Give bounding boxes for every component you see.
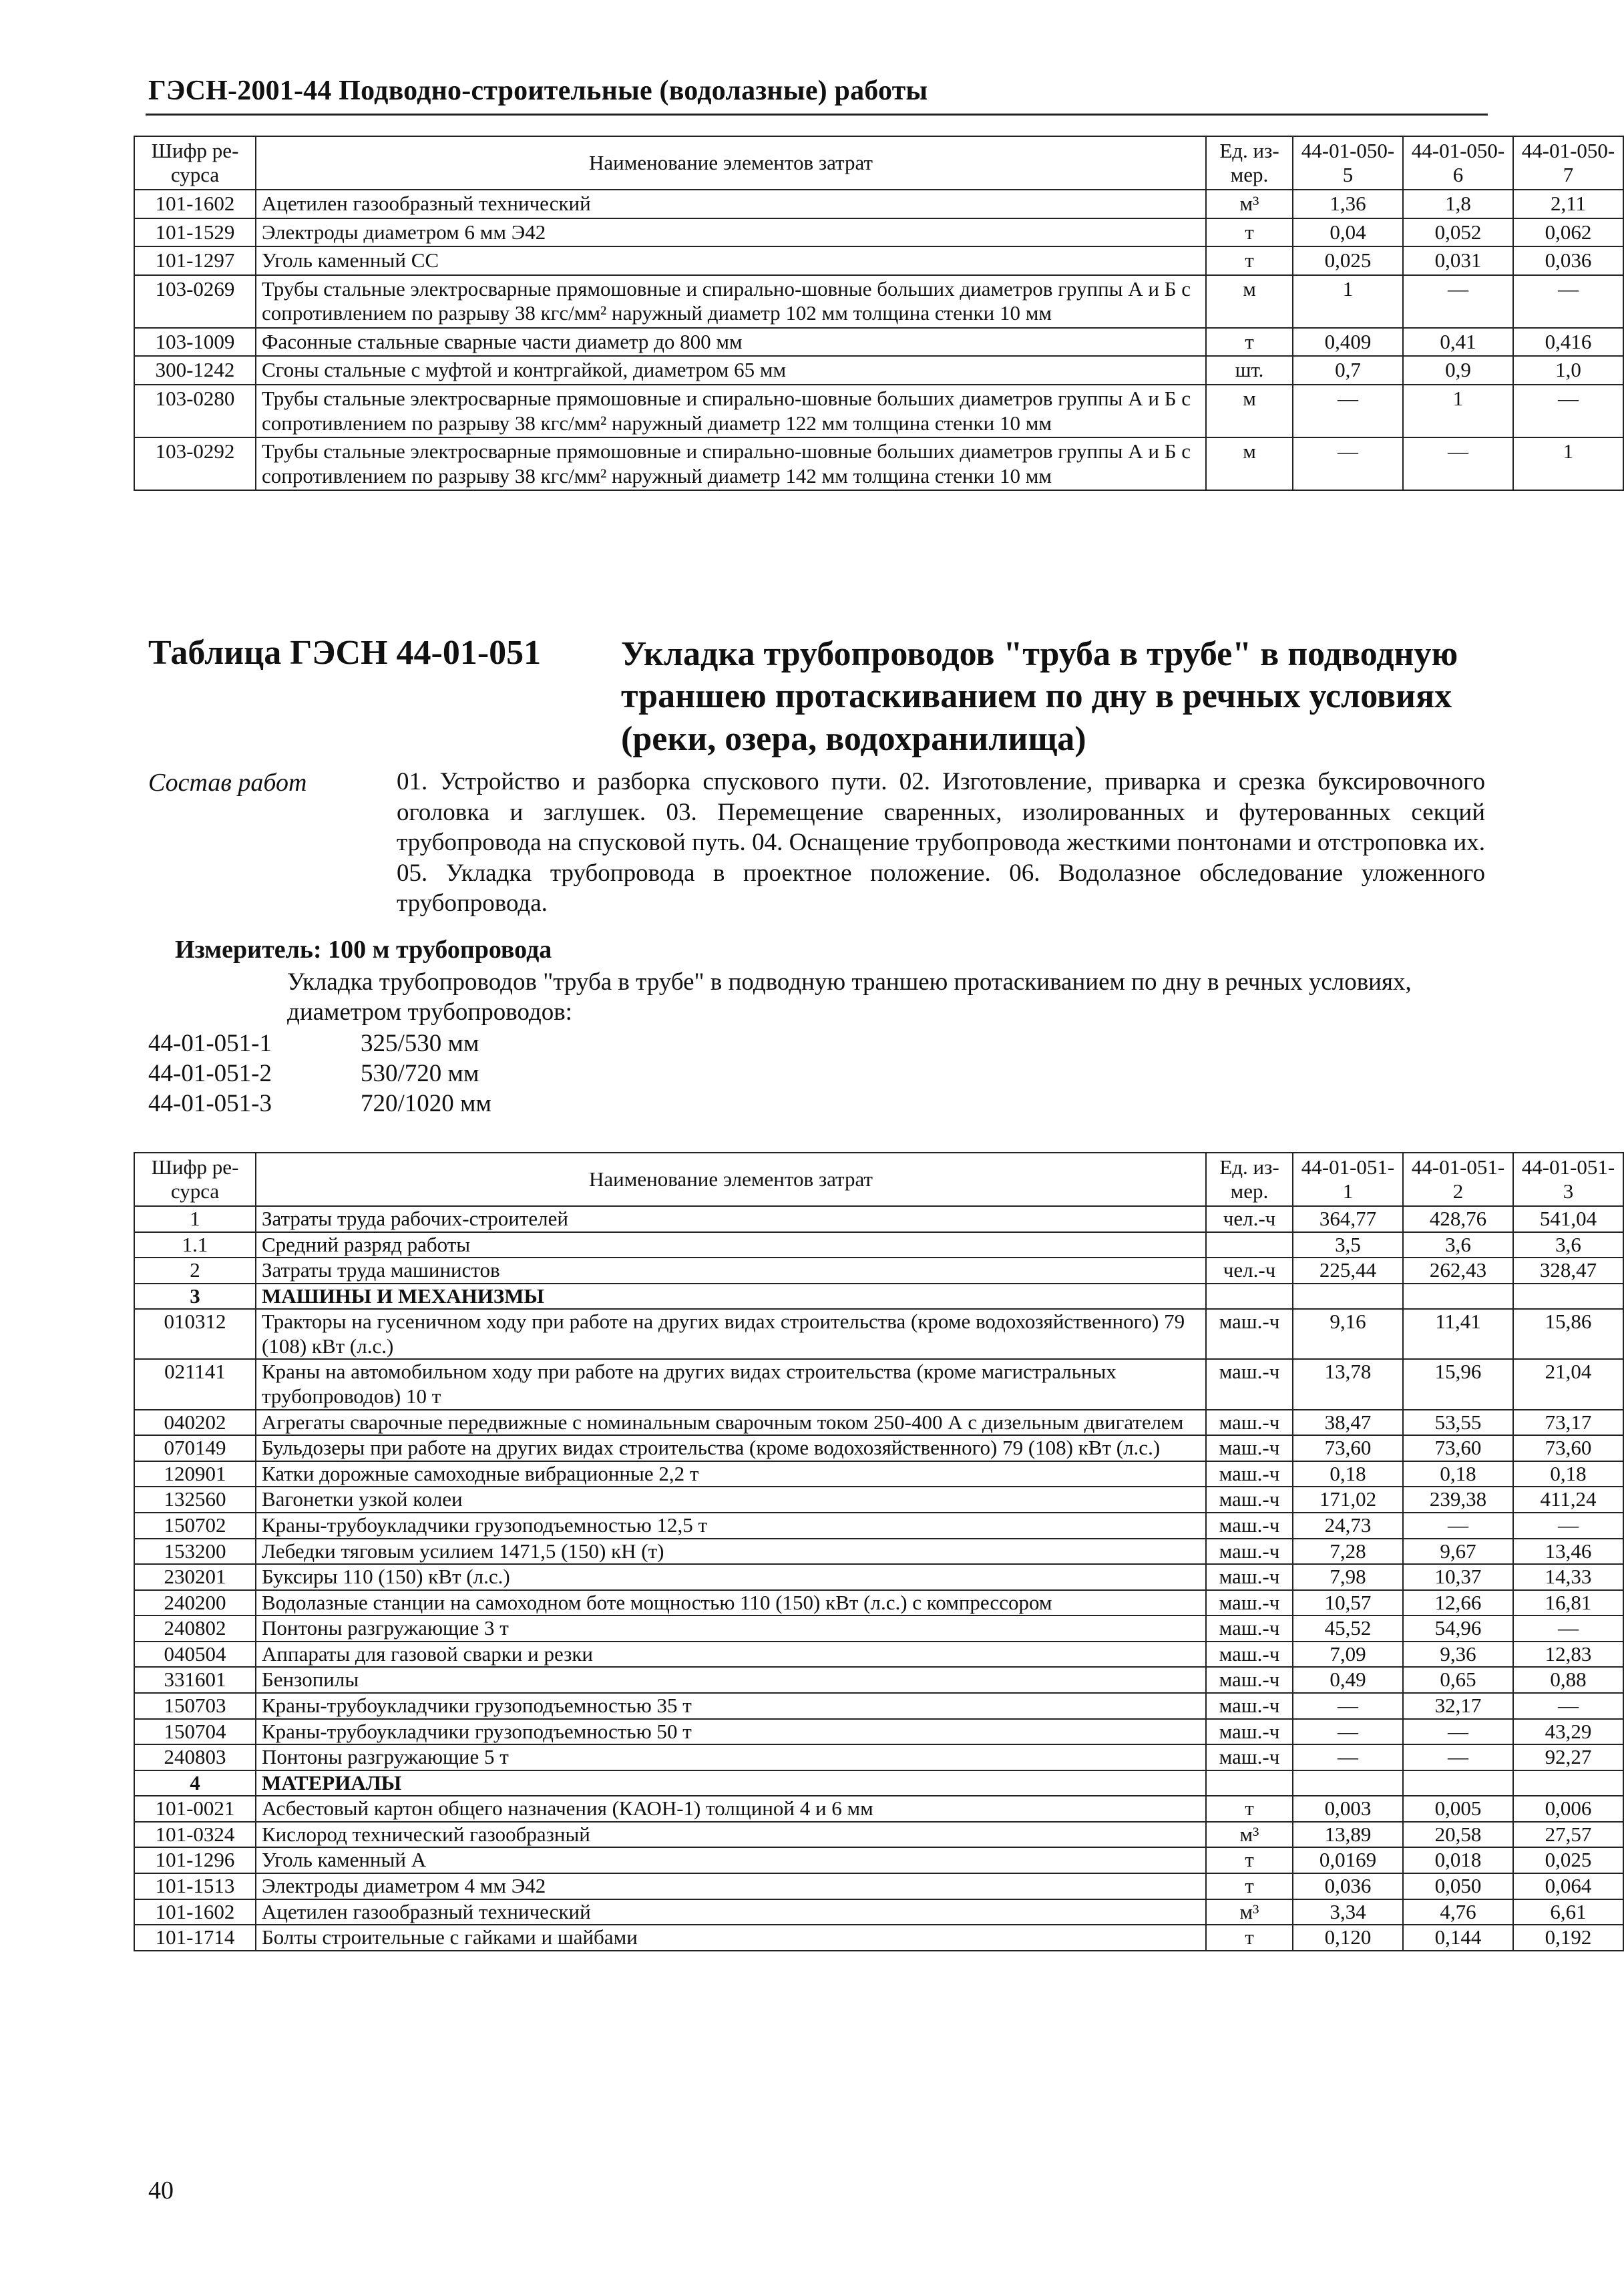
resource-code: 240802 bbox=[134, 1615, 256, 1642]
unit-cell: м³ bbox=[1206, 190, 1293, 218]
resource-code: 150703 bbox=[134, 1693, 256, 1719]
value-cell: 0,04 bbox=[1293, 218, 1403, 247]
resource-code: 300-1242 bbox=[134, 356, 256, 385]
value-cell: — bbox=[1513, 1513, 1623, 1539]
value-cell: 13,89 bbox=[1293, 1822, 1403, 1848]
value-cell: 4,76 bbox=[1403, 1899, 1513, 1925]
value-cell: 16,81 bbox=[1513, 1590, 1623, 1616]
resource-name: Вагонетки узкой колеи bbox=[256, 1487, 1206, 1513]
table-row bbox=[134, 190, 1623, 218]
resource-code: 240200 bbox=[134, 1590, 256, 1616]
unit-cell: маш.-ч bbox=[1206, 1410, 1293, 1436]
value-cell: 0,006 bbox=[1513, 1796, 1623, 1822]
value-cell: 0,052 bbox=[1403, 218, 1513, 247]
value-cell: 3,6 bbox=[1403, 1232, 1513, 1258]
value-cell bbox=[1293, 1284, 1403, 1310]
table-row bbox=[134, 1487, 1623, 1513]
value-cell: — bbox=[1513, 1693, 1623, 1719]
table-row bbox=[134, 1258, 1623, 1284]
table-row bbox=[134, 1461, 1623, 1487]
table-row bbox=[134, 275, 1623, 328]
resource-code: 101-1297 bbox=[134, 246, 256, 275]
table-row bbox=[134, 385, 1623, 437]
value-cell: 0,18 bbox=[1513, 1461, 1623, 1487]
value-cell: 3,6 bbox=[1513, 1232, 1623, 1258]
header-rule bbox=[146, 114, 1488, 116]
value-cell: 1 bbox=[1513, 437, 1623, 490]
unit-cell: т bbox=[1206, 1796, 1293, 1822]
unit-cell: маш.-ч bbox=[1206, 1487, 1293, 1513]
unit-cell: маш.-ч bbox=[1206, 1564, 1293, 1590]
unit-cell: маш.-ч bbox=[1206, 1461, 1293, 1487]
value-cell: 171,02 bbox=[1293, 1487, 1403, 1513]
page-number: 40 bbox=[148, 2176, 174, 2205]
value-cell: 1,36 bbox=[1293, 190, 1403, 218]
value-cell bbox=[1513, 1770, 1623, 1796]
resource-code: 101-1602 bbox=[134, 190, 256, 218]
value-cell: — bbox=[1403, 1744, 1513, 1770]
value-cell: 14,33 bbox=[1513, 1564, 1623, 1590]
value-cell: 0,036 bbox=[1293, 1873, 1403, 1899]
resource-name: Трубы стальные электросварные прямошовные и спирально-шовные больших диаметров группы А и Б с сопротивлением по разрыву 38 кгс/мм² наружный диаметр 102 мм толщина стенки 10 мм bbox=[256, 275, 1206, 328]
resource-name: Бульдозеры при работе на других видах строительства (кроме водохозяйственного) 79 (108) кВт (л.с.) bbox=[256, 1435, 1206, 1461]
value-cell: 3,5 bbox=[1293, 1232, 1403, 1258]
table-row bbox=[134, 1410, 1623, 1436]
unit-cell bbox=[1206, 1770, 1293, 1796]
col-header-name: Наименование элементов затрат bbox=[256, 136, 1206, 190]
variant-value: 530/720 мм bbox=[361, 1060, 479, 1088]
resource-code: 150702 bbox=[134, 1513, 256, 1539]
value-cell: 0,064 bbox=[1513, 1873, 1623, 1899]
resource-name: Агрегаты сварочные передвижные с номинальным сварочным током 250-400 А с дизельным двигателем bbox=[256, 1410, 1206, 1436]
resource-name: Затраты труда машинистов bbox=[256, 1258, 1206, 1284]
resource-name: Понтоны разгружающие 3 т bbox=[256, 1615, 1206, 1642]
unit-cell: маш.-ч bbox=[1206, 1539, 1293, 1565]
unit-cell: маш.-ч bbox=[1206, 1642, 1293, 1668]
resource-name: МАТЕРИАЛЫ bbox=[256, 1770, 1206, 1796]
resource-code: 101-1714 bbox=[134, 1925, 256, 1951]
table-row bbox=[134, 1744, 1623, 1770]
unit-cell: т bbox=[1206, 1873, 1293, 1899]
value-cell: 73,60 bbox=[1403, 1435, 1513, 1461]
resource-name: Ацетилен газообразный технический bbox=[256, 190, 1206, 218]
unit-cell: маш.-ч bbox=[1206, 1309, 1293, 1359]
value-cell: 0,18 bbox=[1293, 1461, 1403, 1487]
resource-code: 3 bbox=[134, 1284, 256, 1310]
value-cell: 364,77 bbox=[1293, 1206, 1403, 1232]
value-cell: 15,96 bbox=[1403, 1359, 1513, 1409]
value-cell: 0,88 bbox=[1513, 1667, 1623, 1693]
unit-cell: маш.-ч bbox=[1206, 1435, 1293, 1461]
value-cell: — bbox=[1513, 385, 1623, 437]
value-cell: — bbox=[1403, 1513, 1513, 1539]
variant-row bbox=[148, 1089, 491, 1119]
resource-code: 040504 bbox=[134, 1642, 256, 1668]
value-cell: 428,76 bbox=[1403, 1206, 1513, 1232]
value-cell: 0,025 bbox=[1293, 246, 1403, 275]
table-row bbox=[134, 1564, 1623, 1590]
value-cell: 9,36 bbox=[1403, 1642, 1513, 1668]
table-header-row bbox=[134, 136, 1623, 190]
section-row bbox=[134, 1770, 1623, 1796]
value-cell: 0,025 bbox=[1513, 1847, 1623, 1873]
section-row bbox=[134, 1284, 1623, 1310]
resource-code: 070149 bbox=[134, 1435, 256, 1461]
unit-cell bbox=[1206, 1232, 1293, 1258]
value-cell: — bbox=[1293, 1693, 1403, 1719]
value-cell: 0,050 bbox=[1403, 1873, 1513, 1899]
value-cell: 225,44 bbox=[1293, 1258, 1403, 1284]
table-row bbox=[134, 1359, 1623, 1409]
value-cell: 10,37 bbox=[1403, 1564, 1513, 1590]
value-cell: — bbox=[1513, 275, 1623, 328]
value-cell: 7,98 bbox=[1293, 1564, 1403, 1590]
resource-code: 331601 bbox=[134, 1667, 256, 1693]
resource-name: Краны-трубоукладчики грузоподъемностью 35 т bbox=[256, 1693, 1206, 1719]
resource-name: Электроды диаметром 4 мм Э42 bbox=[256, 1873, 1206, 1899]
unit-cell: т bbox=[1206, 218, 1293, 247]
col-header-unit: Ед. из-мер. bbox=[1206, 136, 1293, 190]
col-header-v1: 44-01-051-1 bbox=[1293, 1153, 1403, 1206]
value-cell: 54,96 bbox=[1403, 1615, 1513, 1642]
value-cell: 0,0169 bbox=[1293, 1847, 1403, 1873]
resource-code: 101-1529 bbox=[134, 218, 256, 247]
resource-code: 103-1009 bbox=[134, 328, 256, 357]
resource-name: Тракторы на гусеничном ходу при работе на других видах строительства (кроме водохозяйственного) 79 (108) кВт (л.с.) bbox=[256, 1309, 1206, 1359]
table-row bbox=[134, 1719, 1623, 1745]
resource-code: 103-0280 bbox=[134, 385, 256, 437]
value-cell: 1 bbox=[1403, 385, 1513, 437]
value-cell: 73,17 bbox=[1513, 1410, 1623, 1436]
variant-row bbox=[148, 1059, 491, 1089]
resource-name: Водолазные станции на самоходном боте мощностью 110 (150) кВт (л.с.) с компрессором bbox=[256, 1590, 1206, 1616]
value-cell: 15,86 bbox=[1513, 1309, 1623, 1359]
resource-code: 040202 bbox=[134, 1410, 256, 1436]
value-cell: — bbox=[1403, 437, 1513, 490]
variant-code: 44-01-051-3 bbox=[148, 1090, 272, 1118]
value-cell: — bbox=[1293, 1744, 1403, 1770]
table-row bbox=[134, 1796, 1623, 1822]
value-cell: 0,018 bbox=[1403, 1847, 1513, 1873]
running-head: ГЭСН-2001-44 Подводно-строительные (водолазные) работы bbox=[148, 75, 928, 106]
value-cell: 0,18 bbox=[1403, 1461, 1513, 1487]
value-cell: 541,04 bbox=[1513, 1206, 1623, 1232]
resource-name: Лебедки тяговым усилием 1471,5 (150) кН (т) bbox=[256, 1539, 1206, 1565]
unit-cell: м bbox=[1206, 275, 1293, 328]
value-cell: 92,27 bbox=[1513, 1744, 1623, 1770]
resource-code: 240803 bbox=[134, 1744, 256, 1770]
unit-cell: маш.-ч bbox=[1206, 1359, 1293, 1409]
variant-value: 720/1020 мм bbox=[361, 1090, 491, 1118]
meter-description: Укладка трубопроводов "труба в трубе" в подводную траншею протаскиванием по дну в речных условиях, диаметром трубопроводов: bbox=[287, 968, 1412, 1026]
resource-code: 103-0269 bbox=[134, 275, 256, 328]
value-cell: 27,57 bbox=[1513, 1822, 1623, 1848]
table-row bbox=[134, 1899, 1623, 1925]
resource-name: МАШИНЫ И МЕХАНИЗМЫ bbox=[256, 1284, 1206, 1310]
unit-cell: маш.-ч bbox=[1206, 1615, 1293, 1642]
value-cell: 11,41 bbox=[1403, 1309, 1513, 1359]
value-cell: 0,409 bbox=[1293, 328, 1403, 357]
table-row bbox=[134, 1539, 1623, 1565]
value-cell: 73,60 bbox=[1513, 1435, 1623, 1461]
table-body bbox=[134, 190, 1623, 490]
resource-name: Средний разряд работы bbox=[256, 1232, 1206, 1258]
table-row bbox=[134, 1642, 1623, 1668]
value-cell: — bbox=[1293, 437, 1403, 490]
value-cell: 1,8 bbox=[1403, 190, 1513, 218]
value-cell: 7,09 bbox=[1293, 1642, 1403, 1668]
resource-code: 103-0292 bbox=[134, 437, 256, 490]
table-row bbox=[134, 437, 1623, 490]
resource-code: 101-1602 bbox=[134, 1899, 256, 1925]
unit-cell: маш.-ч bbox=[1206, 1693, 1293, 1719]
table-header-row bbox=[134, 1153, 1623, 1206]
value-cell: 0,192 bbox=[1513, 1925, 1623, 1951]
col-header-v3: 44-01-051-3 bbox=[1513, 1153, 1623, 1206]
unit-cell bbox=[1206, 1284, 1293, 1310]
unit-cell: маш.-ч bbox=[1206, 1590, 1293, 1616]
table-row bbox=[134, 1925, 1623, 1951]
value-cell: 239,38 bbox=[1403, 1487, 1513, 1513]
value-cell: 32,17 bbox=[1403, 1693, 1513, 1719]
unit-cell: т bbox=[1206, 246, 1293, 275]
resource-code: 230201 bbox=[134, 1564, 256, 1590]
unit-cell: т bbox=[1206, 1925, 1293, 1951]
value-cell: 38,47 bbox=[1293, 1410, 1403, 1436]
value-cell: — bbox=[1293, 1719, 1403, 1745]
value-cell: 2,11 bbox=[1513, 190, 1623, 218]
resource-name: Катки дорожные самоходные вибрационные 2,2 т bbox=[256, 1461, 1206, 1487]
resource-code: 101-0324 bbox=[134, 1822, 256, 1848]
resource-code: 101-1513 bbox=[134, 1873, 256, 1899]
value-cell: 0,031 bbox=[1403, 246, 1513, 275]
unit-cell: м bbox=[1206, 437, 1293, 490]
resource-code: 010312 bbox=[134, 1309, 256, 1359]
value-cell: 7,28 bbox=[1293, 1539, 1403, 1565]
table-row bbox=[134, 1232, 1623, 1258]
unit-cell: шт. bbox=[1206, 356, 1293, 385]
variant-row bbox=[148, 1028, 491, 1059]
unit-cell: м³ bbox=[1206, 1822, 1293, 1848]
col-header-code: Шифр ре-сурса bbox=[134, 136, 256, 190]
value-cell: 328,47 bbox=[1513, 1258, 1623, 1284]
unit-cell: маш.-ч bbox=[1206, 1719, 1293, 1745]
table-title: Таблица ГЭСН 44-01-051 bbox=[148, 634, 542, 672]
works-label: Состав работ bbox=[148, 769, 307, 797]
resource-code: 132560 bbox=[134, 1487, 256, 1513]
table-row bbox=[134, 1873, 1623, 1899]
table-row bbox=[134, 1693, 1623, 1719]
table-row bbox=[134, 1667, 1623, 1693]
cost-table-051 bbox=[134, 1152, 1624, 1951]
table-row bbox=[134, 328, 1623, 357]
works-text: 01. Устройство и разборка спускового пути. 02. Изготовление, приварка и срезка буксировочного оголовка и заглушек. 03. Перемещение сваренных, изолированных и футерованных секций трубопровода на спусковой путь. 04. Оснащение трубопровода жесткими понтонами и отстроповка их. 05. Укладка трубопровода в проектное положение. 06. Водолазное обследование уложенного трубопровода. bbox=[397, 768, 1485, 917]
resource-code: 101-0021 bbox=[134, 1796, 256, 1822]
unit-cell: т bbox=[1206, 328, 1293, 357]
value-cell: 0,416 bbox=[1513, 328, 1623, 357]
col-header-v2: 44-01-051-2 bbox=[1403, 1153, 1513, 1206]
value-cell bbox=[1403, 1284, 1513, 1310]
value-cell: 9,16 bbox=[1293, 1309, 1403, 1359]
table-row bbox=[134, 356, 1623, 385]
resource-name: Уголь каменный А bbox=[256, 1847, 1206, 1873]
value-cell: 1 bbox=[1293, 275, 1403, 328]
value-cell: 43,29 bbox=[1513, 1719, 1623, 1745]
value-cell: — bbox=[1403, 275, 1513, 328]
resource-name: Ацетилен газообразный технический bbox=[256, 1899, 1206, 1925]
resource-name: Бензопилы bbox=[256, 1667, 1206, 1693]
value-cell: 53,55 bbox=[1403, 1410, 1513, 1436]
value-cell: 411,24 bbox=[1513, 1487, 1623, 1513]
table-row bbox=[134, 1309, 1623, 1359]
value-cell: 0,65 bbox=[1403, 1667, 1513, 1693]
value-cell: 0,144 bbox=[1403, 1925, 1513, 1951]
resource-name: Трубы стальные электросварные прямошовные и спирально-шовные больших диаметров группы А и Б с сопротивлением по разрыву 38 кгс/мм² наружный диаметр 142 мм толщина стенки 10 мм bbox=[256, 437, 1206, 490]
value-cell: 12,83 bbox=[1513, 1642, 1623, 1668]
resource-name: Краны-трубоукладчики грузоподъемностью 50 т bbox=[256, 1719, 1206, 1745]
unit-cell: м bbox=[1206, 385, 1293, 437]
resource-name: Понтоны разгружающие 5 т bbox=[256, 1744, 1206, 1770]
value-cell: 13,78 bbox=[1293, 1359, 1403, 1409]
variant-code: 44-01-051-1 bbox=[148, 1030, 272, 1057]
col-header-name: Наименование элементов затрат bbox=[256, 1153, 1206, 1206]
value-cell bbox=[1513, 1284, 1623, 1310]
value-cell bbox=[1293, 1770, 1403, 1796]
unit-cell: т bbox=[1206, 1847, 1293, 1873]
resource-name: Фасонные стальные сварные части диаметр до 800 мм bbox=[256, 328, 1206, 357]
unit-cell: чел.-ч bbox=[1206, 1258, 1293, 1284]
value-cell: 21,04 bbox=[1513, 1359, 1623, 1409]
table-row bbox=[134, 246, 1623, 275]
resource-name: Уголь каменный СС bbox=[256, 246, 1206, 275]
value-cell: 0,003 bbox=[1293, 1796, 1403, 1822]
unit-cell: маш.-ч bbox=[1206, 1744, 1293, 1770]
col-header-code: Шифр ре-сурса bbox=[134, 1153, 256, 1206]
value-cell: — bbox=[1293, 385, 1403, 437]
table-row bbox=[134, 1822, 1623, 1848]
resource-code: 2 bbox=[134, 1258, 256, 1284]
value-cell: 10,57 bbox=[1293, 1590, 1403, 1616]
value-cell: 262,43 bbox=[1403, 1258, 1513, 1284]
unit-cell: маш.-ч bbox=[1206, 1513, 1293, 1539]
value-cell: 24,73 bbox=[1293, 1513, 1403, 1539]
table-row bbox=[134, 1590, 1623, 1616]
table-row bbox=[134, 1615, 1623, 1642]
unit-cell: м³ bbox=[1206, 1899, 1293, 1925]
resource-name: Краны на автомобильном ходу при работе на других видах строительства (кроме магистральных трубопроводов) 10 т bbox=[256, 1359, 1206, 1409]
value-cell: 3,34 bbox=[1293, 1899, 1403, 1925]
resource-code: 1 bbox=[134, 1206, 256, 1232]
resource-name: Электроды диаметром 6 мм Э42 bbox=[256, 218, 1206, 247]
value-cell: 45,52 bbox=[1293, 1615, 1403, 1642]
value-cell: 73,60 bbox=[1293, 1435, 1403, 1461]
value-cell: 9,67 bbox=[1403, 1539, 1513, 1565]
resource-code: 1.1 bbox=[134, 1232, 256, 1258]
value-cell: 0,9 bbox=[1403, 356, 1513, 385]
value-cell: 0,7 bbox=[1293, 356, 1403, 385]
unit-cell: чел.-ч bbox=[1206, 1206, 1293, 1232]
value-cell: 0,120 bbox=[1293, 1925, 1403, 1951]
variant-list bbox=[148, 1028, 491, 1119]
table-body bbox=[134, 1206, 1623, 1951]
table-row bbox=[134, 218, 1623, 247]
value-cell: 0,49 bbox=[1293, 1667, 1403, 1693]
value-cell: 0,062 bbox=[1513, 218, 1623, 247]
value-cell: 0,005 bbox=[1403, 1796, 1513, 1822]
value-cell bbox=[1403, 1770, 1513, 1796]
col-header-v2: 44-01-050-6 bbox=[1403, 136, 1513, 190]
resource-code: 4 bbox=[134, 1770, 256, 1796]
cost-table-050 bbox=[134, 136, 1624, 491]
meter-line: Измеритель: 100 м трубопровода bbox=[175, 936, 552, 964]
resource-name: Аппараты для газовой сварки и резки bbox=[256, 1642, 1206, 1668]
resource-code: 150704 bbox=[134, 1719, 256, 1745]
col-header-v1: 44-01-050-5 bbox=[1293, 136, 1403, 190]
resource-name: Буксиры 110 (150) кВт (л.с.) bbox=[256, 1564, 1206, 1590]
resource-code: 101-1296 bbox=[134, 1847, 256, 1873]
resource-name: Асбестовый картон общего назначения (КАОН-1) толщиной 4 и 6 мм bbox=[256, 1796, 1206, 1822]
resource-name: Трубы стальные электросварные прямошовные и спирально-шовные больших диаметров группы А и Б с сопротивлением по разрыву 38 кгс/мм² наружный диаметр 122 мм толщина стенки 10 мм bbox=[256, 385, 1206, 437]
resource-name: Кислород технический газообразный bbox=[256, 1822, 1206, 1848]
table-row bbox=[134, 1513, 1623, 1539]
col-header-v3: 44-01-050-7 bbox=[1513, 136, 1623, 190]
resource-name: Болты строительные с гайками и шайбами bbox=[256, 1925, 1206, 1951]
value-cell: — bbox=[1403, 1719, 1513, 1745]
value-cell: 0,41 bbox=[1403, 328, 1513, 357]
value-cell: 6,61 bbox=[1513, 1899, 1623, 1925]
table-heading: Укладка трубопроводов "труба в трубе" в подводную траншею протаскиванием по дну в речных условиях (реки, озера, водохранилища) bbox=[621, 635, 1458, 758]
value-cell: 0,036 bbox=[1513, 246, 1623, 275]
resource-code: 120901 bbox=[134, 1461, 256, 1487]
table-row bbox=[134, 1435, 1623, 1461]
value-cell: 1,0 bbox=[1513, 356, 1623, 385]
table-row bbox=[134, 1847, 1623, 1873]
resource-name: Затраты труда рабочих-строителей bbox=[256, 1206, 1206, 1232]
variant-value: 325/530 мм bbox=[361, 1030, 479, 1057]
table-row bbox=[134, 1206, 1623, 1232]
resource-name: Краны-трубоукладчики грузоподъемностью 12,5 т bbox=[256, 1513, 1206, 1539]
value-cell: 13,46 bbox=[1513, 1539, 1623, 1565]
variant-code: 44-01-051-2 bbox=[148, 1060, 272, 1088]
value-cell: 20,58 bbox=[1403, 1822, 1513, 1848]
resource-code: 021141 bbox=[134, 1359, 256, 1409]
resource-code: 153200 bbox=[134, 1539, 256, 1565]
col-header-unit: Ед. из-мер. bbox=[1206, 1153, 1293, 1206]
unit-cell: маш.-ч bbox=[1206, 1667, 1293, 1693]
resource-name: Сгоны стальные с муфтой и контргайкой, диаметром 65 мм bbox=[256, 356, 1206, 385]
value-cell: — bbox=[1513, 1615, 1623, 1642]
value-cell: 12,66 bbox=[1403, 1590, 1513, 1616]
